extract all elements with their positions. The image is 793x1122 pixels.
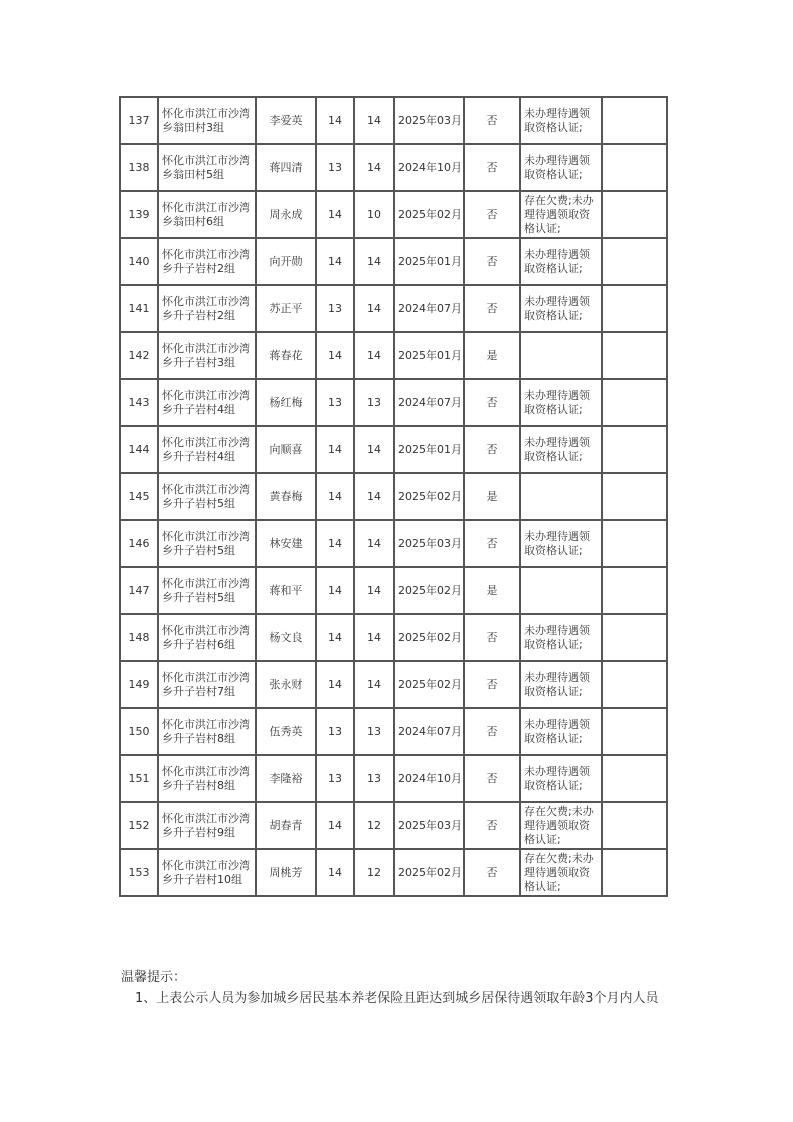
note-cell: 未办理待遇领取资格认证;	[520, 614, 602, 661]
table-row	[120, 849, 667, 896]
status-flag-cell: 否	[464, 755, 520, 802]
status-flag-cell: 否	[464, 614, 520, 661]
status-flag-cell: 否	[464, 426, 520, 473]
remark-cell	[602, 661, 667, 708]
table-row	[120, 473, 667, 520]
remark-cell	[602, 708, 667, 755]
remark-cell	[602, 520, 667, 567]
row-number: 149	[120, 661, 158, 708]
years-a-cell: 14	[316, 238, 354, 285]
remark-cell	[602, 755, 667, 802]
remark-cell	[602, 802, 667, 849]
name-cell: 向开勋	[256, 238, 316, 285]
note-cell: 未办理待遇领取资格认证;	[520, 238, 602, 285]
years-b-cell: 14	[354, 332, 394, 379]
note-cell: 未办理待遇领取资格认证;	[520, 144, 602, 191]
table-row	[120, 379, 667, 426]
status-flag-cell: 是	[464, 473, 520, 520]
note-cell: 未办理待遇领取资格认证;	[520, 379, 602, 426]
row-number: 146	[120, 520, 158, 567]
name-cell: 张永财	[256, 661, 316, 708]
years-b-cell: 14	[354, 144, 394, 191]
row-number: 143	[120, 379, 158, 426]
years-b-cell: 14	[354, 285, 394, 332]
name-cell: 蒋和平	[256, 567, 316, 614]
table-row	[120, 144, 667, 191]
name-cell: 伍秀英	[256, 708, 316, 755]
years-a-cell: 14	[316, 567, 354, 614]
remark-cell	[602, 379, 667, 426]
table-body	[120, 97, 667, 896]
name-cell: 杨文良	[256, 614, 316, 661]
years-b-cell: 14	[354, 426, 394, 473]
years-b-cell: 14	[354, 614, 394, 661]
years-a-cell: 14	[316, 614, 354, 661]
address-cell: 怀化市洪江市沙湾乡翁田村3组	[158, 97, 256, 144]
eligibility-date-cell: 2024年07月	[394, 379, 464, 426]
years-a-cell: 14	[316, 332, 354, 379]
address-cell: 怀化市洪江市沙湾乡升子岩村2组	[158, 285, 256, 332]
tips-line-1: 1、上表公示人员为参加城乡居民基本养老保险且距达到城乡居保待遇领取年龄3个月内人员	[135, 991, 659, 1006]
name-cell: 周永成	[256, 191, 316, 238]
years-a-cell: 14	[316, 426, 354, 473]
status-flag-cell: 否	[464, 144, 520, 191]
address-cell: 怀化市洪江市沙湾乡升子岩村8组	[158, 708, 256, 755]
pension-roster-table	[119, 96, 668, 897]
name-cell: 李爱英	[256, 97, 316, 144]
address-cell: 怀化市洪江市沙湾乡升子岩村8组	[158, 755, 256, 802]
table-row	[120, 802, 667, 849]
address-cell: 怀化市洪江市沙湾乡升子岩村5组	[158, 567, 256, 614]
eligibility-date-cell: 2024年07月	[394, 708, 464, 755]
remark-cell	[602, 238, 667, 285]
table-row	[120, 285, 667, 332]
name-cell: 蒋春花	[256, 332, 316, 379]
address-cell: 怀化市洪江市沙湾乡翁田村5组	[158, 144, 256, 191]
note-cell: 存在欠费;未办理待遇领取资格认证;	[520, 191, 602, 238]
remark-cell	[602, 97, 667, 144]
eligibility-date-cell: 2024年07月	[394, 285, 464, 332]
years-b-cell: 14	[354, 97, 394, 144]
name-cell: 蒋四清	[256, 144, 316, 191]
table-row	[120, 661, 667, 708]
address-cell: 怀化市洪江市沙湾乡升子岩村6组	[158, 614, 256, 661]
status-flag-cell: 否	[464, 849, 520, 896]
eligibility-date-cell: 2025年02月	[394, 473, 464, 520]
status-flag-cell: 是	[464, 567, 520, 614]
years-b-cell: 14	[354, 567, 394, 614]
table-row	[120, 238, 667, 285]
row-number: 147	[120, 567, 158, 614]
eligibility-date-cell: 2025年01月	[394, 332, 464, 379]
years-a-cell: 14	[316, 661, 354, 708]
row-number: 140	[120, 238, 158, 285]
table-row	[120, 332, 667, 379]
remark-cell	[602, 332, 667, 379]
remark-cell	[602, 849, 667, 896]
table-row	[120, 708, 667, 755]
name-cell: 苏正平	[256, 285, 316, 332]
table-row	[120, 97, 667, 144]
name-cell: 林安建	[256, 520, 316, 567]
remark-cell	[602, 191, 667, 238]
years-a-cell: 14	[316, 191, 354, 238]
years-b-cell: 12	[354, 802, 394, 849]
table-row	[120, 426, 667, 473]
years-b-cell: 14	[354, 520, 394, 567]
table-row	[120, 567, 667, 614]
table-row	[120, 191, 667, 238]
remark-cell	[602, 614, 667, 661]
remark-cell	[602, 567, 667, 614]
eligibility-date-cell: 2025年02月	[394, 849, 464, 896]
status-flag-cell: 是	[464, 332, 520, 379]
row-number: 148	[120, 614, 158, 661]
status-flag-cell: 否	[464, 97, 520, 144]
row-number: 144	[120, 426, 158, 473]
address-cell: 怀化市洪江市沙湾乡升子岩村5组	[158, 473, 256, 520]
eligibility-date-cell: 2024年10月	[394, 144, 464, 191]
row-number: 153	[120, 849, 158, 896]
address-cell: 怀化市洪江市沙湾乡升子岩村5组	[158, 520, 256, 567]
years-b-cell: 13	[354, 755, 394, 802]
note-cell	[520, 332, 602, 379]
years-b-cell: 14	[354, 473, 394, 520]
address-cell: 怀化市洪江市沙湾乡升子岩村7组	[158, 661, 256, 708]
status-flag-cell: 否	[464, 802, 520, 849]
status-flag-cell: 否	[464, 191, 520, 238]
row-number: 139	[120, 191, 158, 238]
name-cell: 向顺喜	[256, 426, 316, 473]
address-cell: 怀化市洪江市沙湾乡升子岩村2组	[158, 238, 256, 285]
table-row	[120, 614, 667, 661]
remark-cell	[602, 473, 667, 520]
name-cell: 李隆裕	[256, 755, 316, 802]
row-number: 151	[120, 755, 158, 802]
remark-cell	[602, 285, 667, 332]
eligibility-date-cell: 2025年03月	[394, 520, 464, 567]
row-number: 138	[120, 144, 158, 191]
eligibility-date-cell: 2025年02月	[394, 567, 464, 614]
note-cell: 未办理待遇领取资格认证;	[520, 755, 602, 802]
status-flag-cell: 否	[464, 379, 520, 426]
years-a-cell: 13	[316, 379, 354, 426]
name-cell: 周桃芳	[256, 849, 316, 896]
row-number: 145	[120, 473, 158, 520]
row-number: 141	[120, 285, 158, 332]
name-cell: 杨红梅	[256, 379, 316, 426]
years-a-cell: 13	[316, 144, 354, 191]
tips-title: 温馨提示：	[121, 970, 187, 985]
note-cell: 未办理待遇领取资格认证;	[520, 426, 602, 473]
address-cell: 怀化市洪江市沙湾乡升子岩村4组	[158, 379, 256, 426]
status-flag-cell: 否	[464, 520, 520, 567]
table-row	[120, 520, 667, 567]
years-a-cell: 13	[316, 708, 354, 755]
row-number: 152	[120, 802, 158, 849]
years-a-cell: 14	[316, 849, 354, 896]
years-b-cell: 14	[354, 238, 394, 285]
row-number: 137	[120, 97, 158, 144]
years-a-cell: 14	[316, 473, 354, 520]
address-cell: 怀化市洪江市沙湾乡升子岩村9组	[158, 802, 256, 849]
note-cell: 未办理待遇领取资格认证;	[520, 97, 602, 144]
address-cell: 怀化市洪江市沙湾乡翁田村6组	[158, 191, 256, 238]
note-cell: 存在欠费;未办理待遇领取资格认证;	[520, 849, 602, 896]
note-cell	[520, 473, 602, 520]
eligibility-date-cell: 2025年02月	[394, 614, 464, 661]
note-cell: 未办理待遇领取资格认证;	[520, 661, 602, 708]
status-flag-cell: 否	[464, 238, 520, 285]
eligibility-date-cell: 2025年02月	[394, 661, 464, 708]
eligibility-date-cell: 2025年02月	[394, 191, 464, 238]
years-a-cell: 13	[316, 285, 354, 332]
note-cell: 未办理待遇领取资格认证;	[520, 520, 602, 567]
years-b-cell: 13	[354, 708, 394, 755]
remark-cell	[602, 144, 667, 191]
years-b-cell: 13	[354, 379, 394, 426]
eligibility-date-cell: 2025年03月	[394, 97, 464, 144]
row-number: 142	[120, 332, 158, 379]
table-row	[120, 755, 667, 802]
eligibility-date-cell: 2024年10月	[394, 755, 464, 802]
status-flag-cell: 否	[464, 708, 520, 755]
status-flag-cell: 否	[464, 661, 520, 708]
address-cell: 怀化市洪江市沙湾乡升子岩村3组	[158, 332, 256, 379]
note-cell	[520, 567, 602, 614]
years-b-cell: 14	[354, 661, 394, 708]
eligibility-date-cell: 2025年01月	[394, 238, 464, 285]
note-cell: 未办理待遇领取资格认证;	[520, 708, 602, 755]
years-a-cell: 14	[316, 520, 354, 567]
years-a-cell: 14	[316, 97, 354, 144]
years-a-cell: 14	[316, 802, 354, 849]
eligibility-date-cell: 2025年03月	[394, 802, 464, 849]
years-a-cell: 13	[316, 755, 354, 802]
address-cell: 怀化市洪江市沙湾乡升子岩村4组	[158, 426, 256, 473]
name-cell: 黄春梅	[256, 473, 316, 520]
row-number: 150	[120, 708, 158, 755]
eligibility-date-cell: 2025年01月	[394, 426, 464, 473]
years-b-cell: 10	[354, 191, 394, 238]
status-flag-cell: 否	[464, 285, 520, 332]
name-cell: 胡春青	[256, 802, 316, 849]
note-cell: 存在欠费;未办理待遇领取资格认证;	[520, 802, 602, 849]
years-b-cell: 12	[354, 849, 394, 896]
address-cell: 怀化市洪江市沙湾乡升子岩村10组	[158, 849, 256, 896]
remark-cell	[602, 426, 667, 473]
note-cell: 未办理待遇领取资格认证;	[520, 285, 602, 332]
